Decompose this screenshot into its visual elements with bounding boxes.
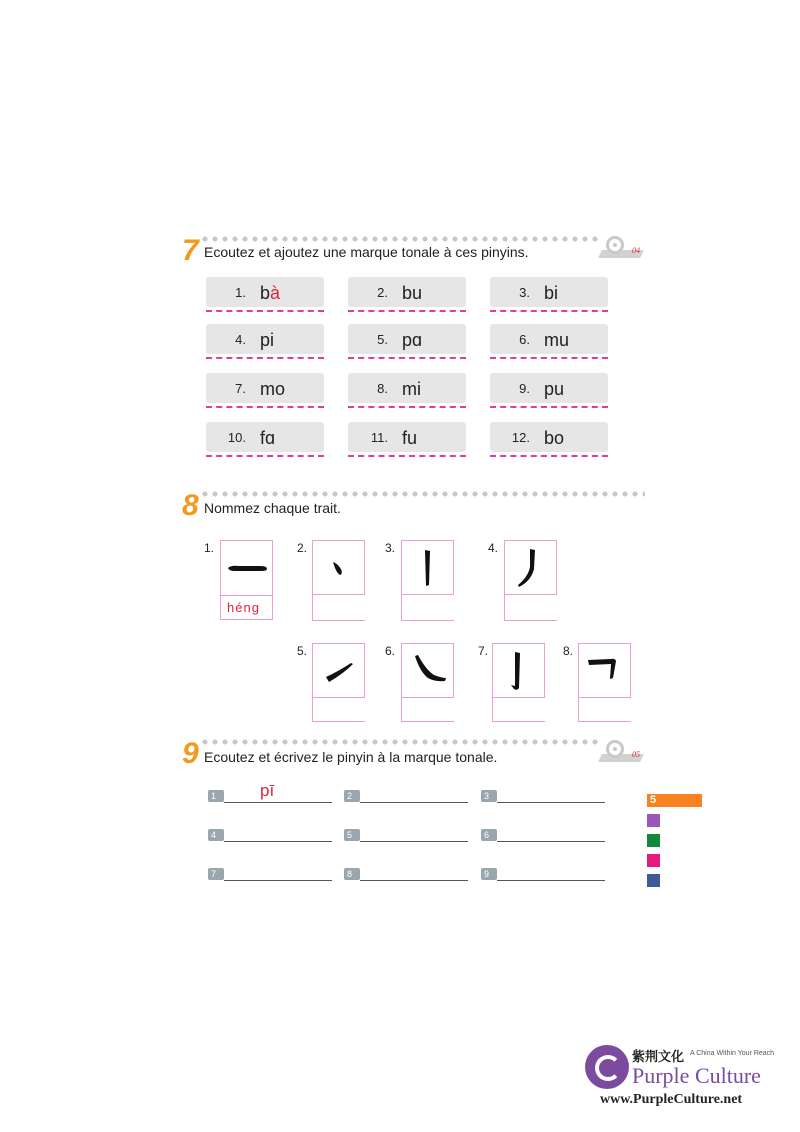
- pinyin-syllable[interactable]: [402, 428, 417, 449]
- answer-write-line[interactable]: [224, 880, 332, 881]
- answer-write-line[interactable]: [497, 802, 605, 803]
- exercise-title: Nommez chaque trait.: [204, 500, 341, 516]
- pinyin-syllable[interactable]: [402, 379, 421, 400]
- answer-write-line[interactable]: [497, 841, 605, 842]
- chapter-tab[interactable]: [647, 874, 660, 887]
- answer-line: [578, 721, 631, 722]
- logo-url: www.PurpleCulture.net: [600, 1092, 743, 1107]
- exercise-title: Ecoutez et écrivez le pinyin à la marque tonale.: [204, 749, 498, 765]
- item-number: 4.: [235, 332, 246, 347]
- pinyin-item: [348, 373, 466, 403]
- pinyin-text: fu: [402, 428, 418, 448]
- stroke-box: [312, 540, 365, 595]
- stroke-number: 8.: [563, 644, 574, 658]
- stroke-box: [578, 643, 631, 698]
- exercise-number: 7: [182, 234, 199, 267]
- page-mark: 04: [632, 246, 640, 255]
- item-number: 6.: [519, 332, 530, 347]
- answer-dashed-line: [206, 455, 324, 457]
- dotted-divider: [200, 491, 645, 497]
- page-mark: 05: [632, 750, 640, 759]
- answer-line: [504, 620, 557, 621]
- pinyin-syllable[interactable]: [544, 379, 564, 400]
- pinyin-text: bi: [544, 283, 559, 303]
- exercise-title: Ecoutez et ajoutez une marque tonale à ces pinyins.: [204, 244, 529, 260]
- answer-write-line[interactable]: [360, 802, 468, 803]
- pinyin-text: mu: [544, 330, 570, 350]
- logo-brand: Purple Culture: [632, 1063, 761, 1088]
- chapter-tab-active[interactable]: 5: [647, 794, 702, 807]
- answer-write-line[interactable]: [360, 880, 468, 881]
- answer-dashed-line: [206, 357, 324, 359]
- stroke-box: [401, 540, 454, 595]
- answer-write-line[interactable]: [224, 841, 332, 842]
- pinyin-text: mi: [402, 379, 421, 399]
- answer-dashed-line: [348, 455, 466, 457]
- answer-dashed-line: [206, 310, 324, 312]
- pinyin-syllable[interactable]: [544, 283, 558, 304]
- stroke-number: 6.: [385, 644, 396, 658]
- stroke-box: [312, 643, 365, 698]
- pinyin-item: [206, 277, 324, 307]
- pinyin-text: b: [260, 283, 271, 303]
- pinyin-syllable[interactable]: [402, 283, 422, 304]
- item-number-badge: 4: [208, 829, 224, 841]
- pinyin-item: [348, 422, 466, 452]
- answer-line: [312, 620, 365, 621]
- item-number-badge: 3: [481, 790, 497, 802]
- item-number: 8.: [377, 381, 388, 396]
- dian-stroke-icon: [313, 541, 364, 593]
- pinyin-syllable[interactable]: [544, 428, 564, 449]
- pinyin-text: pi: [260, 330, 275, 350]
- answer-line: [312, 721, 365, 722]
- answer-dashed-line: [490, 406, 608, 408]
- pinyin-item: [206, 422, 324, 452]
- shugou-stroke-icon: [493, 644, 544, 696]
- item-number-badge: 9: [481, 868, 497, 880]
- hengzhe-stroke-icon: [579, 644, 630, 696]
- stroke-number: 4.: [488, 541, 499, 555]
- dotted-divider: [200, 739, 600, 745]
- stroke-box: [492, 643, 545, 698]
- exercise-number: 8: [182, 489, 199, 522]
- pinyin-syllable[interactable]: [260, 330, 274, 351]
- exercise-number: 9: [182, 737, 199, 770]
- answer-line: [220, 595, 273, 596]
- logo-tagline: A China Within Your Reach: [690, 1050, 775, 1057]
- answer-dashed-line: [206, 406, 324, 408]
- pinyin-text: bo: [544, 428, 565, 448]
- pinyin-syllable[interactable]: [260, 428, 275, 449]
- item-number: 5.: [377, 332, 388, 347]
- ti-stroke-icon: [313, 644, 364, 696]
- answer-line: [492, 721, 545, 722]
- answer-dashed-line: [348, 310, 466, 312]
- answer-write-line[interactable]: [497, 880, 605, 881]
- item-number: 12.: [511, 430, 530, 445]
- pinyin-item: [206, 373, 324, 403]
- item-number-badge: 7: [208, 868, 224, 880]
- pinyin-syllable[interactable]: [402, 330, 422, 351]
- pinyin-text: fɑ: [260, 428, 276, 448]
- item-number: 1.: [235, 285, 246, 300]
- item-number: 11.: [370, 430, 388, 445]
- cd-audio-icon: [600, 740, 642, 762]
- stroke-number: 1.: [204, 541, 215, 555]
- answer-dashed-line: [348, 406, 466, 408]
- stroke-number: 5.: [297, 644, 308, 658]
- stroke-box: [401, 643, 454, 698]
- heng-stroke-icon: [221, 541, 272, 593]
- pinyin-syllable[interactable]: [544, 330, 569, 351]
- cd-audio-icon: [600, 236, 642, 258]
- answer-dashed-line: [490, 310, 608, 312]
- answer-write-line[interactable]: [360, 841, 468, 842]
- shu-stroke-icon: [402, 541, 453, 593]
- item-number-badge: 5: [344, 829, 360, 841]
- pinyin-item: [206, 324, 324, 354]
- item-number-badge: 1: [208, 790, 224, 802]
- pinyin-item: [490, 277, 608, 307]
- chapter-tab[interactable]: [647, 854, 660, 867]
- pinyin-item: [490, 422, 608, 452]
- pinyin-item: [348, 277, 466, 307]
- answer-dashed-line: [490, 357, 608, 359]
- pinyin-text: pɑ: [402, 330, 423, 350]
- pinyin-item: [490, 373, 608, 403]
- chapter-tab[interactable]: [647, 834, 660, 847]
- pinyin-text: bu: [402, 283, 423, 303]
- item-number: 7.: [235, 381, 246, 396]
- stroke-number: 2.: [297, 541, 308, 555]
- na-stroke-icon: [402, 644, 453, 696]
- item-number: 10.: [227, 430, 246, 445]
- answer-dashed-line: [490, 455, 608, 457]
- item-number-badge: 8: [344, 868, 360, 880]
- purple-culture-logo-icon: [585, 1045, 629, 1089]
- stroke-number: 3.: [385, 541, 396, 555]
- item-number: 3.: [519, 285, 530, 300]
- item-number-badge: 2: [344, 790, 360, 802]
- pinyin-text: mo: [260, 379, 286, 399]
- pie-stroke-icon: [505, 541, 556, 593]
- pinyin-syllable[interactable]: [260, 379, 285, 400]
- item-number: 2.: [377, 285, 388, 300]
- stroke-answer: héng: [227, 600, 260, 615]
- item-number: 9.: [519, 381, 530, 396]
- item-number-badge: 6: [481, 829, 497, 841]
- answer-line: [401, 721, 454, 722]
- chapter-tab[interactable]: [647, 814, 660, 827]
- answer-write-line[interactable]: [224, 802, 332, 803]
- stroke-number: 7.: [478, 644, 489, 658]
- pinyin-text: pu: [544, 379, 565, 399]
- pinyin-syllable[interactable]: [260, 283, 280, 304]
- dotted-divider: [200, 236, 600, 242]
- answer-line: [401, 620, 454, 621]
- answer-dashed-line: [348, 357, 466, 359]
- stroke-box: [504, 540, 557, 595]
- tone-answer: à: [270, 283, 281, 303]
- pinyin-answer: pī: [260, 781, 275, 800]
- logo-chinese: 紫荆文化: [632, 1049, 685, 1064]
- pinyin-item: [490, 324, 608, 354]
- pinyin-item: [348, 324, 466, 354]
